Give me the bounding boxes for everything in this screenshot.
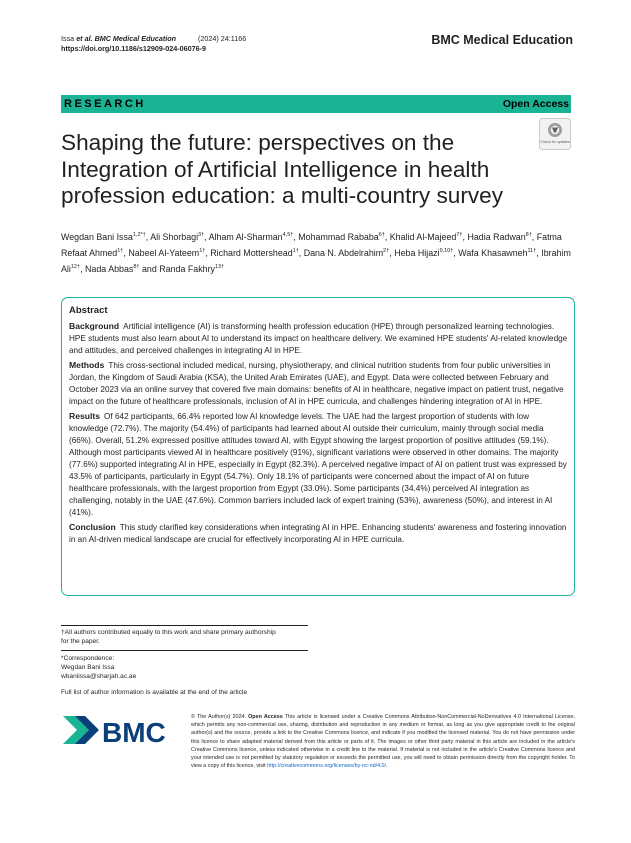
correspondence-label: *Correspondence: (61, 655, 115, 662)
bmc-logo (61, 713, 176, 750)
author-name-text: Wafa Khasawneh (458, 247, 528, 258)
citation-journal: et al. BMC Medical Education (76, 34, 177, 43)
check-for-updates-badge[interactable] (539, 118, 571, 150)
author-name-text: Heba Hijazi (394, 247, 440, 258)
author-affiliation: 12† (70, 263, 81, 270)
abstract-box (61, 297, 575, 596)
author-affiliation: 9,10† (439, 247, 454, 254)
check-for-updates-icon (539, 118, 571, 150)
citation-authors: Issa (61, 34, 77, 43)
check-for-updates-label: Check for updates (540, 140, 570, 144)
bmc-logo-icon (61, 713, 176, 750)
abstract-results (69, 411, 569, 518)
results-label: Results (69, 411, 101, 422)
author-name-text: Mohammad Rababa (298, 231, 379, 242)
journal-name: BMC Medical Education (431, 33, 573, 47)
license-text (191, 713, 575, 770)
author-name-text: Ali Shorbagi (150, 231, 199, 242)
author-name (159, 264, 224, 274)
author-name-text: Khalid Al-Majeed (389, 231, 457, 242)
author-list: Wegdan Bani Issa$^{1,2*\dagger}$, Ali Shorbagi$^{3\dagger}$, Alham Al-Sharman$^{4,5\dagger}$, Mohammad Rababa$^{6\dagger}$, Khalid Al-Majeed$^{7\dagger}$, Hadia Radwan$^{8\dagger}$, Fatma Refaat Ahmed$^{1\dagger}$, Nabeel Al-Yateem$^{1\dagger}$, Richard Mottershead$^{1\dagger}$, Dana N. Abdelrahim$^{2\dagger}$, Heba Hijazi$^{9,10\dagger}$, Wafa Khasawneh$^{11\dagger}$, Ibrahim Ali$^{12\dagger}$, Nada Abbas$^{8\dagger}$ and Randa Fakhry$^{13\dagger}$ (61, 231, 571, 274)
license-lead: © The Author(s) 2024. (191, 714, 249, 720)
background-text: Artificial intelligence (AI) is transforming health profession education (HPE) through personalized learning technologies. HPE students must also learn about AI to understand its impact on healthcare delivery. We examined HPE students' AI-related knowledge and attitudes, and perceived challenges in integrating AI in HPE. (69, 321, 568, 355)
correspondence-name: Wegdan Bani Issa (61, 664, 115, 671)
author-name (85, 264, 139, 274)
license-link[interactable]: http://creativecommons.org/licenses/by-nc-nd/4.0/ (267, 763, 387, 770)
abstract-conclusion (69, 522, 569, 546)
author-name (304, 248, 390, 258)
author-name-text: Nabeel Al-Yateem (128, 247, 200, 258)
author-name (298, 232, 385, 242)
author-name (61, 232, 146, 242)
conclusion-text: This study clarified key considerations when integrating AI in HPE. Enhancing students' awareness and fostering innovation in an AI-driven medical landscape are crucial for effectively incorporating AI in HPE curricula. (69, 522, 567, 544)
author-name-text: Richard Mottershead (210, 247, 293, 258)
footnote-divider (61, 625, 308, 626)
author-affiliation: 1† (199, 247, 206, 254)
citation-year: (2024) 24:1166 (198, 34, 247, 43)
author-affiliation: 4,5† (282, 232, 294, 238)
author-name (467, 232, 531, 242)
author-affiliation: 6† (378, 232, 385, 238)
abstract-background (69, 321, 569, 357)
equal-contribution-note: †All authors contributed equally to this work and share primary authorship for the paper. (61, 629, 276, 645)
background-label: Background (69, 320, 120, 331)
author-name-text: Randa Fakhry (159, 263, 215, 274)
abstract-heading: Abstract (69, 305, 108, 316)
results-text: Of 642 participants, 66.4% reported low AI knowledge levels. The UAE had the largest proportion of students with low knowledge (72.7%). The majority (54.4%) of participants had learned about AI outside their curriculum, mainly through social media (66%). Overall, 51.2% expressed positive attitudes toward AI, with Egypt showing the largest proportion of positive attitudes (59.1%). Although most participants viewed AI in healthcare positively (91%), significant variations were observed in other domains. The majority (77.6%) supported integrating AI in HPE, especially in Egypt (82.3%). A perceived negative impact of AI on patient trust was expressed by 43.5% of participants, particularly in Egypt (54.7%). Only 18.1% of participants were concerned about the impact of AI on future healthcare professionals, with the largest proportion from Egypt (33.0%). Some participants (34.4%) perceived AI integration as challenging, notably in the UAE (47.6%). Common barriers included lack of expert training (53%), awareness (50%), and interest in AI (41%). (69, 412, 567, 517)
author-affiliation: 8† (133, 263, 140, 270)
article-type-label: RESEARCH (64, 98, 146, 110)
author-name (150, 232, 204, 242)
article-title: Shaping the future: perspectives on the Integration of Artificial Intelligence in health profession education: a multi-country survey (61, 130, 504, 208)
author-name (209, 232, 294, 242)
author-name (210, 248, 299, 258)
author-name (390, 232, 463, 242)
author-name (394, 248, 453, 258)
author-name-text: Ibrahim Ali (61, 247, 571, 274)
license-open-access: Open Access (248, 714, 283, 720)
author-name-text: Dana N. Abdelrahim (303, 247, 384, 258)
author-name (128, 248, 205, 258)
license-body: This article is licensed under a Creative Commons Attribution-NonCommercial-NoDerivatives 4.0 International License, which permits any non-commercial use, sharing, distribution and reproduction in any medium or format, as long as you give appropriate credit to the original author(s) and the source, provide a link to the Creative Commons licence, and indicate if you modified the licensed material. You do not have permission under this licence to share adapted material derived from this article or parts of it. The images or other third party material in this article are included in the article's Creative Commons licence, unless indicated otherwise in a credit line to the material. If material is not included in the article's Creative Commons licence and your intended use is not permitted by statutory regulation or exceeds the permitted use, you will need to obtain permission directly from the copyright holder. To view a copy of this licence, visit (191, 714, 576, 770)
author-affiliation: 1,2*† (132, 232, 146, 238)
author-name-text: Wegdan Bani Issa (61, 231, 133, 242)
author-affiliation: 1† (117, 247, 124, 254)
author-affiliation: 3† (198, 232, 205, 238)
methods-label: Methods (69, 360, 105, 371)
doi-link[interactable]: https://doi.org/10.1186/s12909-024-06076-9 (61, 44, 207, 53)
abstract-methods (69, 360, 569, 408)
author-info-note: Full list of author information is available at the end of the article (61, 689, 248, 696)
footnote-divider-2 (61, 650, 308, 651)
author-affiliation: 7† (456, 232, 463, 238)
open-access-label: Open Access (502, 98, 569, 110)
author-name-text: Nada Abbas (85, 263, 134, 274)
author-affiliation: 1† (292, 247, 299, 254)
methods-text: This cross-sectional included medical, nursing, physiotherapy, and clinical nutrition students from four public universities in Jordan, the Kingdom of Saudi Arabia (KSA), the United Arab Emirates (UAE), and Egypt. Data were collected between February and October 2023 via an online survey that covered five main domains: benefits of AI in healthcare, negative impact on patient trust, negative impact on the future of healthcare professionals, inclusion of AI in HPE curricula, and challenges hindering integration of AI in HPE. (69, 361, 564, 406)
correspondence-email[interactable]: wbaniissa@sharjah.ac.ae (61, 673, 137, 680)
author-affiliation: 13† (214, 263, 225, 270)
author-name-text: Alham Al-Sharman (208, 231, 283, 242)
correspondence-block (61, 654, 136, 681)
author-name-text: Fatma Refaat Ahmed (61, 231, 562, 258)
author-affiliation: 8† (525, 232, 532, 238)
article-type-banner (61, 95, 571, 113)
author-name-text: Hadia Radwan (467, 231, 526, 242)
conclusion-label: Conclusion (69, 521, 116, 532)
author-name (458, 248, 536, 258)
author-affiliation: 2† (383, 247, 390, 254)
citation-header (61, 34, 246, 54)
bmc-logo-text: BMC (102, 717, 166, 748)
author-affiliation: 11† (527, 247, 537, 254)
citation-line-1 (61, 34, 246, 44)
license-end: . (386, 763, 388, 770)
